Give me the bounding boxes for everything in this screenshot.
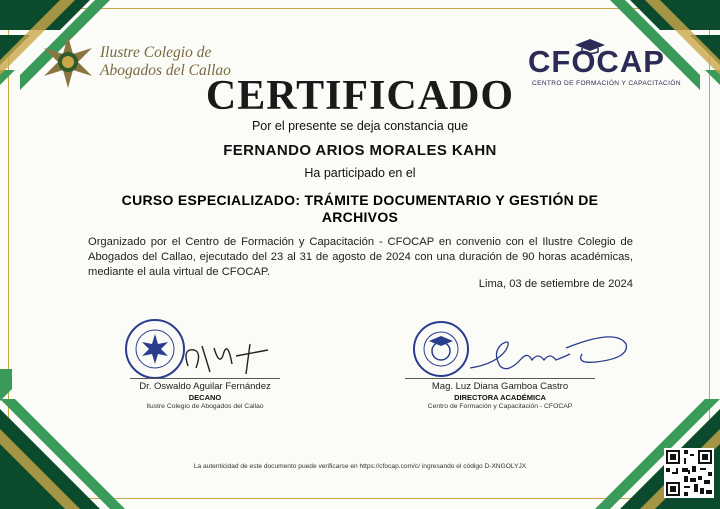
recipient-name: FERNANDO ARIOS MORALES KAHN (223, 142, 497, 159)
intro-text: Por el presente se deja constancia que (251, 119, 469, 133)
cfocap-subtitle: CENTRO DE FORMACIÓN Y CAPACITACIÓN (532, 80, 681, 87)
signer-left-org: Ilustre Colegio de Abogados del Callao (146, 403, 264, 410)
signer-right-org: Centro de Formación y Capacitación - CFOCAP (427, 403, 573, 410)
signature-line-right (405, 378, 595, 379)
directora-signature (466, 330, 636, 376)
issue-date: Lima, 03 de setiembre de 2024 (478, 278, 633, 290)
signer-right-name: Mag. Luz Diana Gamboa Castro (431, 381, 569, 392)
colegio-name-line1: Ilustre Colegio de (100, 44, 212, 61)
cfocap-seal (412, 320, 470, 378)
verification-notice: La autenticidad de este documento puede verificarse en https://cfocap.com/c/ ingresando el código D-XNGOLYJX (193, 463, 527, 470)
decano-signature (180, 338, 280, 378)
signature-line-left (130, 378, 280, 379)
colegio-seal (124, 318, 186, 380)
colegio-name-line2: Abogados del Callao (100, 62, 231, 79)
signer-left-name: Dr. Oswaldo Aguilar Fernández (139, 381, 271, 392)
certificate-title: CERTIFICADO (205, 73, 515, 119)
qr-code[interactable] (664, 448, 714, 498)
certificate-body: Organizado por el Centro de Formación y Capacitación - CFOCAP en convenio con el Ilustre Colegio de Abogados del Callao, ejecutado del 23 al 31 de agosto de 2024 con una duración de 90 horas académicas, mediante el aula virtual de CFOCAP. (88, 236, 633, 278)
participation-text: Ha participado en el (304, 166, 416, 180)
signer-left-role: DECANO (188, 393, 222, 402)
signer-right-role: DIRECTORA ACADÉMICA (454, 393, 546, 402)
cfocap-logo-text: CFOCAP (528, 44, 665, 79)
course-title: CURSO ESPECIALIZADO: TRÁMITE DOCUMENTARIO Y GESTIÓN DE ARCHIVOS (121, 192, 599, 225)
